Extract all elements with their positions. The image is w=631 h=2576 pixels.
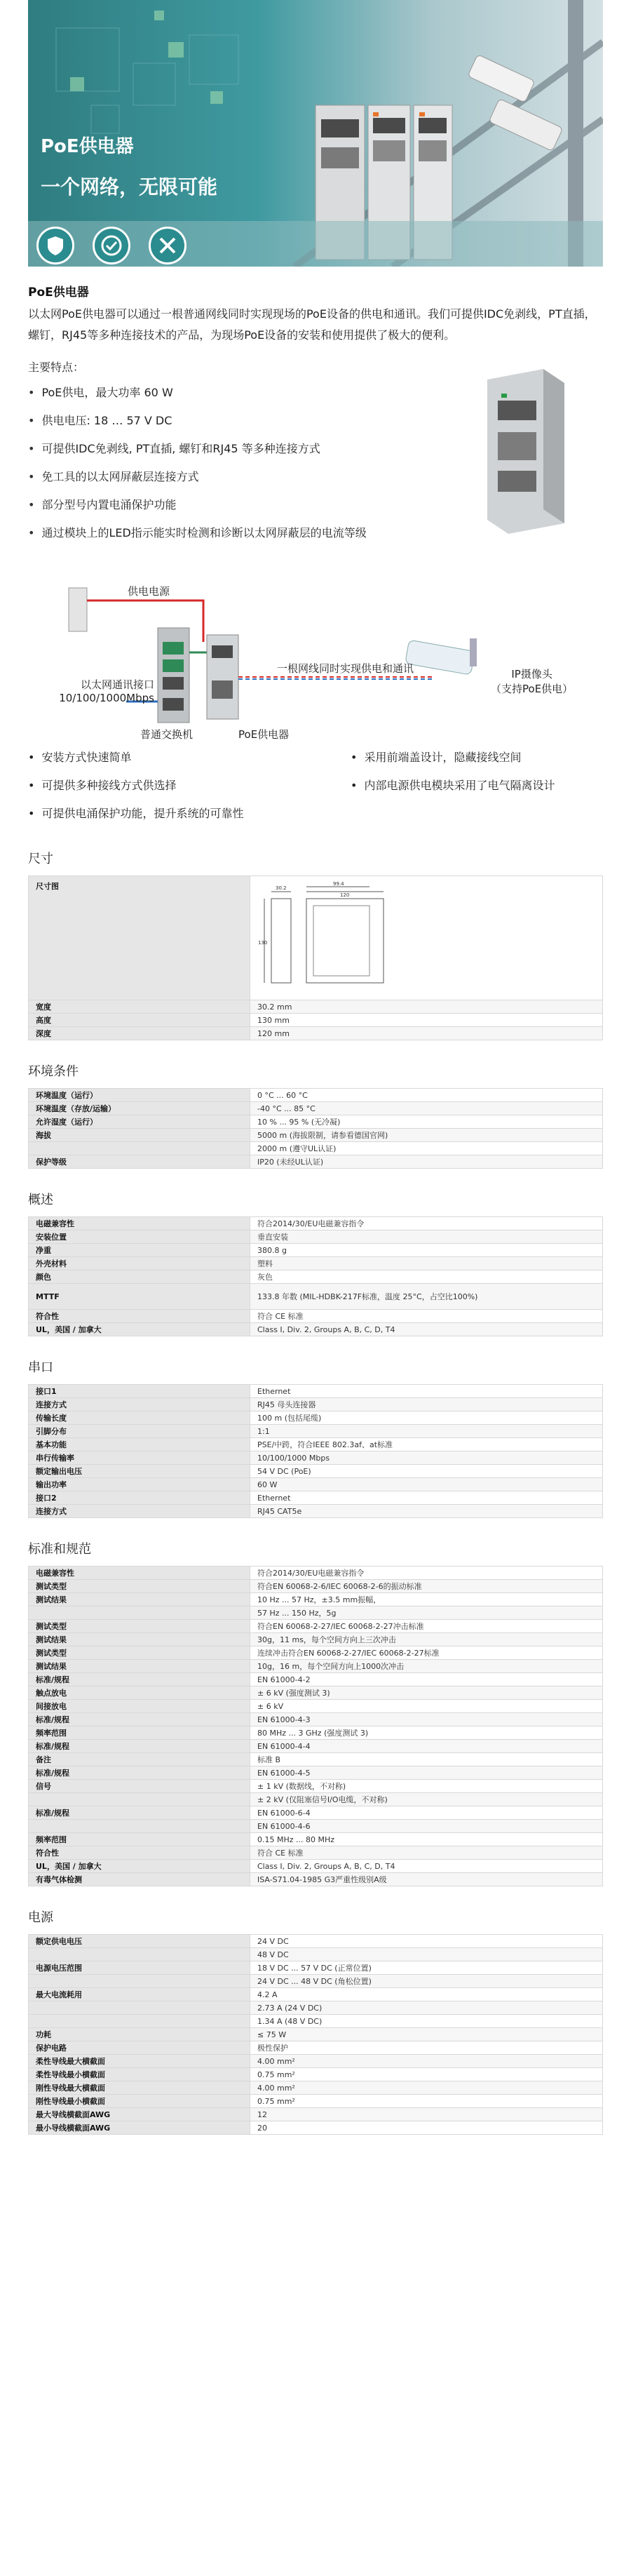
hero-badge-bar — [28, 221, 603, 267]
table-value: ± 1 kV (数据线，不对称) — [250, 1780, 603, 1793]
table-key: 连接方式 — [29, 1505, 250, 1518]
table-key: 信号 — [29, 1780, 250, 1793]
table-key: 额定供电电压 — [29, 1935, 250, 1948]
table-key: 电源电压范围 — [29, 1961, 250, 1975]
table-value: 20 — [250, 2121, 603, 2135]
dim-label-inner: 99.4 — [333, 880, 344, 887]
power-title: 电源 — [28, 1910, 53, 1925]
table-key: 频率范围 — [29, 1833, 250, 1846]
table-value: 0.75 mm² — [250, 2095, 603, 2108]
table-row — [29, 1820, 603, 1833]
table-value: 30g，11 ms，每个空间方向上三次冲击 — [250, 1633, 603, 1646]
table-row — [29, 1385, 603, 1398]
table-row — [29, 1284, 603, 1310]
table-row — [29, 2055, 603, 2068]
table-key: 净重 — [29, 1244, 250, 1257]
table-value: 4.2 A — [250, 1988, 603, 2001]
table-value: Class I, Div. 2, Groups A, B, C, D, T4 — [250, 1323, 603, 1336]
table-value: 0.75 mm² — [250, 2068, 603, 2081]
table-key: 海拔 — [29, 1129, 250, 1142]
table-row — [29, 1860, 603, 1873]
table-row — [29, 1833, 603, 1846]
table-value: 54 V DC (PoE) — [250, 1465, 603, 1478]
table-row — [29, 1000, 603, 1014]
table-value: 24 V DC ... 48 V DC (角松位置) — [250, 1975, 603, 1988]
table-value: ± 6 kV (强度测试 3) — [250, 1686, 603, 1700]
table-row — [29, 876, 603, 1000]
camera-label-line1: IP摄像头 — [511, 668, 552, 680]
table-value: 4.00 mm² — [250, 2081, 603, 2095]
table-value: 2000 m (遵守UL认证) — [250, 1142, 603, 1155]
table-row — [29, 1753, 603, 1766]
table-key: 最大导线横截面AWG — [29, 2108, 250, 2121]
table-row — [29, 1155, 603, 1169]
table-value: 符合EN 60068-2-27/IEC 60068-2-27冲击标准 — [250, 1620, 603, 1633]
table-key: 安装位置 — [29, 1230, 250, 1244]
table-row — [29, 1948, 603, 1961]
overview-table — [28, 1216, 603, 1336]
table-value: 10 Hz ... 57 Hz，±3.5 mm振幅， — [250, 1593, 603, 1606]
table-key: 允许湿度（运行） — [29, 1115, 250, 1129]
table-value: 2.73 A (24 V DC) — [250, 2001, 603, 2015]
table-key: 接口2 — [29, 1491, 250, 1505]
table-row — [29, 1846, 603, 1860]
table-key: 接口1 — [29, 1385, 250, 1398]
product-image — [459, 365, 599, 534]
table-row — [29, 1793, 603, 1806]
ethernet-label — [28, 677, 154, 704]
table-row — [29, 2028, 603, 2041]
features-title: 主要特点： — [28, 361, 85, 374]
table-key: 符合性 — [29, 1310, 250, 1323]
table-key: 环境温度（存放/运输） — [29, 1102, 250, 1115]
table-row — [29, 2068, 603, 2081]
table-value: 符合 CE 标准 — [250, 1846, 603, 1860]
table-key: 测试类型 — [29, 1580, 250, 1593]
table-key: 环境温度（运行） — [29, 1089, 250, 1102]
table-key: 标准/规程 — [29, 1673, 250, 1686]
table-value: 4.00 mm² — [250, 2055, 603, 2068]
table-key: 测试类型 — [29, 1620, 250, 1633]
table-row — [29, 1780, 603, 1793]
table-key: 触点放电 — [29, 1686, 250, 1700]
table-row — [29, 1567, 603, 1580]
tools-icon — [149, 227, 186, 264]
benefit-item: • 安装方式快速简单 — [28, 744, 243, 772]
table-value: 12 — [250, 2108, 603, 2121]
hero-subtitle: 一个网络，无限可能 — [41, 175, 218, 199]
table-key: 标准/规程 — [29, 1713, 250, 1726]
hero-title: PoE供电器 — [41, 136, 134, 157]
table-value: EN 61000-6-4 — [250, 1806, 603, 1820]
table-key: 符合性 — [29, 1846, 250, 1860]
table-row — [29, 1398, 603, 1411]
table-key: 深度 — [29, 1027, 250, 1040]
feature-item: • 部分型号内置电涌保护功能 — [28, 491, 603, 519]
table-row — [29, 1505, 603, 1518]
table-value: 24 V DC — [250, 1935, 603, 1948]
environment-table — [28, 1088, 603, 1169]
table-row — [29, 1975, 603, 1988]
overview-title: 概述 — [28, 1193, 53, 1207]
table-key: 电磁兼容性 — [29, 1217, 250, 1230]
feature-item: • 供电电压: 18 … 57 V DC — [28, 407, 603, 435]
table-key — [29, 1142, 250, 1155]
table-value: 1:1 — [250, 1425, 603, 1438]
table-row — [29, 1673, 603, 1686]
table-key: 尺寸图 — [29, 876, 250, 1000]
table-row — [29, 1142, 603, 1155]
table-value: 100 m (包括尾缆) — [250, 1411, 603, 1425]
feature-item: • 通过模块上的LED指示能实时检测和诊断以太网屏蔽层的电流等级 — [28, 519, 603, 547]
table-row — [29, 2108, 603, 2121]
table-row — [29, 1988, 603, 2001]
table-key: 高度 — [29, 1014, 250, 1027]
table-row — [29, 2001, 603, 2015]
intro-paragraph: 以太网PoE供电器可以通过一根普通网线同时实现现场的PoE设备的供电和通讯。我们可提供IDC免剥线，PT直插，螺钉，RJ45等多种连接技术的产品，为现场PoE设备的安装和使用提供了极大的便利。 — [28, 307, 596, 342]
table-row — [29, 1230, 603, 1244]
interface-title: 串口 — [28, 1360, 53, 1375]
table-row — [29, 1620, 603, 1633]
benefits-list — [28, 744, 603, 828]
table-row — [29, 1217, 603, 1230]
dim-label-height: 130 — [258, 939, 268, 946]
table-key — [29, 2015, 250, 2028]
table-value: 5000 m (海拔限制，请参看德国官网) — [250, 1129, 603, 1142]
table-key: 刚性导线最大横截面 — [29, 2081, 250, 2095]
table-row — [29, 1102, 603, 1115]
table-row — [29, 1027, 603, 1040]
table-row — [29, 1700, 603, 1713]
table-value: 连续冲击符合EN 60068-2-27/IEC 60068-2-27标准 — [250, 1646, 603, 1660]
feature-item: • 可提供IDC免剥线, PT直插, 螺钉和RJ45 等多种连接方式 — [28, 435, 603, 463]
table-value: Ethernet — [250, 1491, 603, 1505]
table-key: 标准/规程 — [29, 1806, 250, 1820]
table-row — [29, 1257, 603, 1270]
table-row — [29, 1646, 603, 1660]
table-value: RJ45 母头连接器 — [250, 1398, 603, 1411]
table-value: 符合EN 60068-2-6/IEC 60068-2-6的振动标准 — [250, 1580, 603, 1593]
table-row — [29, 1323, 603, 1336]
table-key: MTTF — [29, 1284, 250, 1310]
table-key: 外壳材料 — [29, 1257, 250, 1270]
table-key: 标准/规程 — [29, 1740, 250, 1753]
table-key: 基本功能 — [29, 1438, 250, 1451]
table-key: 备注 — [29, 1753, 250, 1766]
ip-camera-icon — [405, 638, 477, 675]
table-row — [29, 1270, 603, 1284]
table-row — [29, 1411, 603, 1425]
table-key: 测试结果 — [29, 1660, 250, 1673]
table-key: 连接方式 — [29, 1398, 250, 1411]
poe-injector-label: PoE供电器 — [238, 728, 290, 741]
table-row — [29, 2095, 603, 2108]
table-value: IP20 (未经UL认证) — [250, 1155, 603, 1169]
table-value: 灰色 — [250, 1270, 603, 1284]
table-key: UL，美国 / 加拿大 — [29, 1860, 250, 1873]
table-row — [29, 1935, 603, 1948]
table-key: 有毒气体检测 — [29, 1873, 250, 1886]
table-key: 刚性导线最小横截面 — [29, 2095, 250, 2108]
table-value: EN 61000-4-3 — [250, 1713, 603, 1726]
cable-label: 一根网线同时实现供电和通讯 — [277, 662, 414, 675]
dimension-drawing — [257, 881, 412, 993]
table-key: 宽度 — [29, 1000, 250, 1014]
benefit-item: • 可提供电涌保护功能，提升系统的可靠性 — [28, 800, 243, 828]
power-table — [28, 1934, 603, 2135]
table-row — [29, 1478, 603, 1491]
table-value: -40 °C ... 85 °C — [250, 1102, 603, 1115]
shield-icon — [36, 227, 74, 264]
table-value: 符合 CE 标准 — [250, 1310, 603, 1323]
feature-item: • PoE供电，最大功率 60 W — [28, 379, 603, 407]
table-value: 80 MHz ... 3 GHz (强度测试 3) — [250, 1726, 603, 1740]
table-key — [29, 1948, 250, 1961]
table-row — [29, 1115, 603, 1129]
table-row — [29, 1129, 603, 1142]
table-value: 380.8 g — [250, 1244, 603, 1257]
table-value: 标准 B — [250, 1753, 603, 1766]
table-row — [29, 2041, 603, 2055]
table-key: 柔性导线最大横截面 — [29, 2055, 250, 2068]
table-row — [29, 1806, 603, 1820]
table-key: 颜色 — [29, 1270, 250, 1284]
table-value: 符合2014/30/EU电磁兼容指令 — [250, 1217, 603, 1230]
table-key: 柔性导线最小横截面 — [29, 2068, 250, 2081]
table-key: 间接放电 — [29, 1700, 250, 1713]
ethernet-label-line1: 以太网通讯接口 — [80, 678, 154, 691]
table-row — [29, 1465, 603, 1478]
table-row — [29, 1660, 603, 1673]
table-value: 符合2014/30/EU电磁兼容指令 — [250, 1567, 603, 1580]
table-value: 57 Hz ... 150 Hz，5g — [250, 1606, 603, 1620]
table-row — [29, 2121, 603, 2135]
table-value: 18 V DC ... 57 V DC (正常位置) — [250, 1961, 603, 1975]
dim-label-width: 30.2 — [276, 885, 287, 891]
dim-label-depth: 120 — [340, 892, 350, 898]
standards-title: 标准和规范 — [28, 1542, 91, 1557]
benefit-item: • 采用前端盖设计，隐藏接线空间 — [351, 744, 555, 772]
table-value: EN 61000-4-5 — [250, 1766, 603, 1780]
table-key: 保护等级 — [29, 1155, 250, 1169]
table-value: 1.34 A (48 V DC) — [250, 2015, 603, 2028]
ethernet-label-line2: 10/100/1000Mbps — [59, 692, 154, 704]
table-key: 最大电流耗用 — [29, 1988, 250, 2001]
table-row — [29, 1491, 603, 1505]
table-key — [29, 1975, 250, 1988]
dimension-drawing-cell — [250, 876, 603, 1000]
standards-table — [28, 1566, 603, 1886]
table-value: Ethernet — [250, 1385, 603, 1398]
camera-label-line2: （支持PoE供电） — [491, 683, 574, 695]
table-value: 极性保护 — [250, 2041, 603, 2055]
environment-title: 环境条件 — [28, 1064, 79, 1079]
camera-label — [491, 666, 573, 696]
table-value: Class I, Div. 2, Groups A, B, C, D, T4 — [250, 1860, 603, 1873]
table-value: 48 V DC — [250, 1948, 603, 1961]
table-key: 保护电路 — [29, 2041, 250, 2055]
table-row — [29, 1606, 603, 1620]
table-row — [29, 2015, 603, 2028]
table-key: UL，美国 / 加拿大 — [29, 1323, 250, 1336]
dimensions-table — [28, 876, 603, 1040]
network-diagram — [28, 561, 603, 741]
table-row — [29, 1961, 603, 1975]
check-icon — [93, 227, 130, 264]
table-key: 串行传输率 — [29, 1451, 250, 1465]
table-value: 0.15 MHz ... 80 MHz — [250, 1833, 603, 1846]
table-key: 输出功率 — [29, 1478, 250, 1491]
table-key: 额定输出电压 — [29, 1465, 250, 1478]
dimensions-title: 尺寸 — [28, 852, 53, 866]
table-key: 标准/规程 — [29, 1766, 250, 1780]
table-row — [29, 1633, 603, 1646]
interface-table — [28, 1384, 603, 1518]
table-key: 传输长度 — [29, 1411, 250, 1425]
table-row — [29, 1438, 603, 1451]
table-row — [29, 1451, 603, 1465]
table-row — [29, 1726, 603, 1740]
table-row — [29, 1425, 603, 1438]
table-key: 最小导线横截面AWG — [29, 2121, 250, 2135]
table-row — [29, 1089, 603, 1102]
table-value: 塑料 — [250, 1257, 603, 1270]
table-value: 133.8 年数 (MIL-HDBK-217F标准，温度 25°C，占空比100%) — [250, 1284, 603, 1310]
table-key: 测试类型 — [29, 1646, 250, 1660]
table-key — [29, 1820, 250, 1833]
table-value: EN 61000-4-2 — [250, 1673, 603, 1686]
table-value: EN 61000-4-4 — [250, 1740, 603, 1753]
benefit-item: • 可提供多种接线方式供选择 — [28, 772, 243, 800]
switch-label: 普通交换机 — [140, 728, 194, 741]
table-value: 130 mm — [250, 1014, 603, 1027]
table-value: 垂直安装 — [250, 1230, 603, 1244]
table-value: ± 2 kV (仅阻塞信号I/O电缆，不对称) — [250, 1793, 603, 1806]
table-key: 功耗 — [29, 2028, 250, 2041]
table-key: 测试结果 — [29, 1633, 250, 1646]
benefit-item: • 内部电源供电模块采用了电气隔离设计 — [351, 772, 555, 800]
table-row — [29, 1766, 603, 1780]
table-row — [29, 1713, 603, 1726]
table-key — [29, 1793, 250, 1806]
table-row — [29, 1244, 603, 1257]
table-key: 电磁兼容性 — [29, 1567, 250, 1580]
table-row — [29, 1014, 603, 1027]
table-value: 30.2 mm — [250, 1000, 603, 1014]
hero-banner — [28, 0, 603, 267]
table-key — [29, 2001, 250, 2015]
power-supply-label: 供电电源 — [128, 585, 170, 598]
table-row — [29, 1310, 603, 1323]
table-row — [29, 1593, 603, 1606]
table-value: EN 61000-4-6 — [250, 1820, 603, 1833]
table-key: 引脚分布 — [29, 1425, 250, 1438]
table-row — [29, 1873, 603, 1886]
table-row — [29, 1740, 603, 1753]
table-value: ≤ 75 W — [250, 2028, 603, 2041]
table-row — [29, 2081, 603, 2095]
table-key: 频率范围 — [29, 1726, 250, 1740]
table-value: 0 °C ... 60 °C — [250, 1089, 603, 1102]
table-row — [29, 1686, 603, 1700]
table-value: 120 mm — [250, 1027, 603, 1040]
table-value: ± 6 kV — [250, 1700, 603, 1713]
table-value: ISA-S71.04-1985 G3严重性级别A级 — [250, 1873, 603, 1886]
feature-item: • 免工具的以太网屏蔽层连接方式 — [28, 463, 603, 491]
product-heading: PoE供电器 — [28, 286, 89, 300]
table-key — [29, 1606, 250, 1620]
table-row — [29, 1580, 603, 1593]
table-key: 测试结果 — [29, 1593, 250, 1606]
table-value: 10 % ... 95 % (无冷凝) — [250, 1115, 603, 1129]
table-value: 10g，16 m，每个空间方向上1000次冲击 — [250, 1660, 603, 1673]
table-value: RJ45 CAT5e — [250, 1505, 603, 1518]
table-value: 60 W — [250, 1478, 603, 1491]
table-value: 10/100/1000 Mbps — [250, 1451, 603, 1465]
table-value: PSE/中跨，符合IEEE 802.3af、at标准 — [250, 1438, 603, 1451]
